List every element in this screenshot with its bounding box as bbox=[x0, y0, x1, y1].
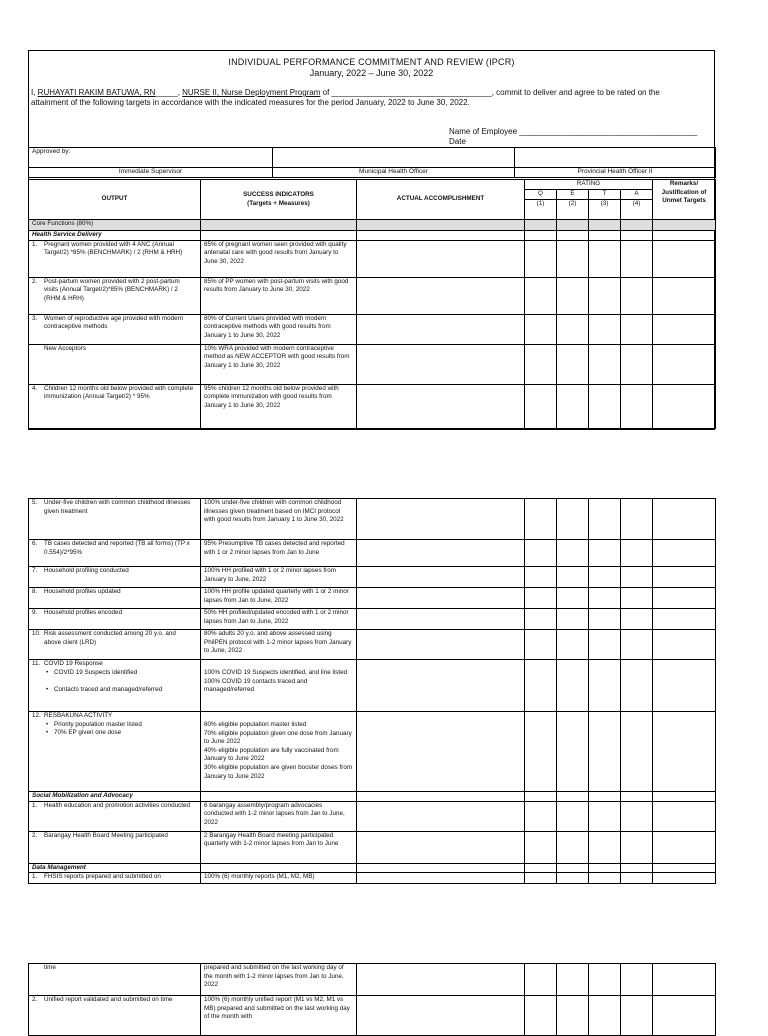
ipcr-page-3 bbox=[28, 963, 715, 1024]
table-row: 12. RESBAKUNA ACTIVITY • Priority population master listed • 70% EP given one dose 80% eligible population master listed 70% eligible population given one dose from January to June 2022 40% eligible population are fully vaccinated from January to June 2022 30% eligible population are given booster doses from January to June 2022 bbox=[29, 712, 716, 792]
approval-table bbox=[28, 147, 716, 178]
table-row: 5. Under-five children with common childhood illnesses given treatment 100% under-five children with common childhood illnesses given treatment based on IMCI protocol with good results from January 1 to June 30, 2022 bbox=[29, 499, 716, 540]
table-row: 7. Household profiling conducted 100% HH profiled with 1 or 2 minor lapses from January to June, 2022 bbox=[29, 567, 716, 588]
col-success-indicators: SUCCESS INDICATORS (Targets + Measures) bbox=[201, 180, 357, 220]
col-rating: RATING bbox=[525, 180, 653, 190]
section-health-service-delivery: Health Service Delivery bbox=[29, 231, 201, 241]
col-a: A bbox=[621, 190, 653, 200]
date-field: Date bbox=[449, 137, 466, 146]
col-output: OUTPUT bbox=[29, 180, 201, 220]
provincial-health-officer-label: Provincial Health Officer II bbox=[515, 168, 716, 178]
table-row: 1. Health education and promotion activities conducted 6 barangay assembly/program advocacies conducted with 1-2 minor lapses from Jan to June, 2022 bbox=[29, 801, 716, 831]
document-period: January, 2022 – June 30, 2022 bbox=[309, 68, 434, 78]
section-data-management: Data Management bbox=[29, 863, 201, 873]
table-row: New Acceptors 10% WRA provided with modern contraceptive method as NEW ACCEPTOR with good results from January 1 to June 30, 2022 bbox=[29, 344, 716, 384]
commitment-line-1: I, RUHAYATI RAKIM BATUWA, RN_____, NURSE II, Nurse Deployment Program of ____________________________________, commit to deliver and agree to be rated on the bbox=[31, 88, 660, 97]
immediate-supervisor-label: Immediate Supervisor bbox=[29, 168, 273, 178]
municipal-health-officer-label: Municipal Health Officer bbox=[273, 168, 515, 178]
approved-by-label: Approved by: bbox=[29, 148, 273, 168]
table-row: 3. Women of reproductive age provided with modern contraceptive methods 80% of Current Users provided with modern contraceptive methods with good results from January 1 to June 30, 2022 bbox=[29, 314, 716, 344]
name-of-employee-field: Name of Employee ________________________________________ bbox=[449, 127, 698, 136]
table-row: 2. Unified report validated and submitted on time 100% (6) monthly unified report (M1 vs M2, M1 vs MB) prepared and submitted on the last working day of the month with bbox=[29, 996, 716, 1036]
table-row: 2. Barangay Health Board Meeting participated 2 Barangay Health Board meeting participated quarterly with 1-2 minor lapses from Jan to June bbox=[29, 831, 716, 863]
table-row: 6. TB cases detected and reported (TB all forms) (TP x 0.554)/2*95% 95% Presumptive TB cases detected and reported with 1 or 2 minor lapses from Jan to June bbox=[29, 540, 716, 567]
table-row: 1. FHSIS reports prepared and submitted on 100% (6) monthly reports (M1, M2, MB) bbox=[29, 873, 716, 884]
table-row: 9. Household profiles encoded 50% HH profiled/updated encoded with 1 or 2 minor lapses from Jan to June, 2022 bbox=[29, 609, 716, 630]
employee-position: NURSE II, Nurse Deployment Program bbox=[182, 88, 321, 97]
commitment-line-2: attainment of the following targets in accordance with the indicated measures for the period January, 2022 to June 30, 2022. bbox=[31, 98, 470, 107]
table-row: 4. Children 12 months old below provided with complete immunization (Annual Target/2) * 95% 95% children 12 months old below provided with complete immunization with good results from January 1 to June 30, 2022 bbox=[29, 384, 716, 428]
col-e: E bbox=[557, 190, 589, 200]
col-remarks: Remarks/ Justification of Unmet Targets bbox=[653, 180, 716, 220]
employee-name: RUHAYATI RAKIM BATUWA, RN bbox=[37, 88, 156, 97]
ipcr-table-page-2 bbox=[28, 498, 716, 884]
table-row: 8. Household profiles updated 100% HH profile updated quarterly with 1 or 2 minor lapses from Jan to June, 2022 bbox=[29, 588, 716, 609]
col-q: Q bbox=[525, 190, 557, 200]
col-actual-accomplishment: ACTUAL ACCOMPLISHMENT bbox=[357, 180, 525, 220]
ipcr-page-2 bbox=[28, 498, 715, 904]
ipcr-table-page-1: OUTPUT SUCCESS INDICATORS (Targets + Measures) ACTUAL ACCOMPLISHMENT RATING Remarks/ Justification of Unmet Targets Q E T A (1) (2) (3) (4) Core Functions (80%) Health Service Delivery 1. Pregnant women provided with 4 ANC (Annual Target/2) *85% (BENCHMARK) / 2 (RHM & HRH) 85% of pregnant women seen provided with quality antenatal care with good results from January to June 30, 2022 2. Post-partum women provided with 2 post-partum visits (Annual Target/2)*85% (BENCHMARK) / 2 (RHM & HRH) 85% of PP women with post-partum visits with good results from January to June 30, 2022 3. Women of reproductive age provided with modern contraceptive methods 80% of Current Users provided with modern contraceptive methods with good results from January 1 to June 30, 2022 New Acceptors 10% WRA provided with modern contraceptive method as NEW ACCEPTOR with good results from January 1 to June 30, 2022 4. Children 12 months old below provided with complete immunization (Annual Target/2) * 95% 95% children 12 months old below provided with complete immunization with good results from January 1 to June 30, 2022 bbox=[28, 179, 716, 429]
table-row: 11. COVID 19 Response • COVID 19 Suspects identified • Contacts traced and managed/referred 100% COVID 19 Suspects identified, and line listed 100% COVID 19 contacts traced and managed/referred bbox=[29, 660, 716, 712]
document-title: INDIVIDUAL PERFORMANCE COMMITMENT AND REVIEW (IPCR) bbox=[228, 57, 515, 67]
ipcr-table-page-3 bbox=[28, 963, 716, 1036]
section-social-mobilization: Social Mobilization and Advocacy bbox=[29, 792, 201, 802]
table-row: 2. Post-partum women provided with 2 post-partum visits (Annual Target/2)*85% (BENCHMARK) / 2 (RHM & HRH) 85% of PP women with post-partum visits with good results from January to June 30, 2022 bbox=[29, 277, 716, 314]
ipcr-page-1 bbox=[28, 50, 715, 430]
table-row: 1. Pregnant women provided with 4 ANC (Annual Target/2) *85% (BENCHMARK) / 2 (RHM & HRH) 85% of pregnant women seen provided with quality antenatal care with good results from January to June 30, 2022 bbox=[29, 240, 716, 277]
table-row: time prepared and submitted on the last working day of the month with 1-2 minor lapses from Jan to June, 2022 bbox=[29, 964, 716, 996]
col-t: T bbox=[589, 190, 621, 200]
table-row: 10. Risk assessment conducted among 20 y.o. and above client (LRD) 80% adults 20 y.o. and above assessed using PhilPEN protocol with 1-2 minor lapses from January to June, 2022 bbox=[29, 630, 716, 660]
section-core-functions: Core Functions (80%) bbox=[29, 220, 201, 231]
